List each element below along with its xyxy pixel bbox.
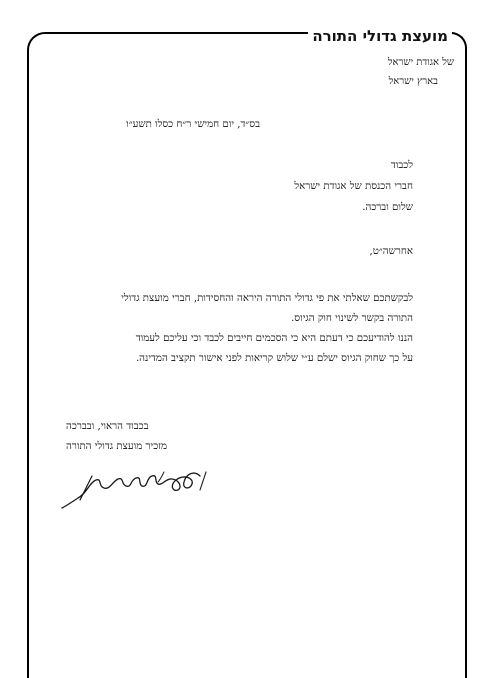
letterhead-line-2: בארץ ישראל xyxy=(388,76,438,87)
handwritten-signature xyxy=(58,462,208,512)
letterhead-title: מועצת גדולי התורה xyxy=(308,27,452,45)
letter-greeting: שלום וברכה. xyxy=(362,202,413,213)
body-line-1: לבקשתכם שאלתי את פי גדולי התורה היראה והחסידות, חברי מועצת גדולי xyxy=(121,293,413,304)
body-line-3: הננו להודיעכם כי דעתם היא כי הסכמים חייבים לכבד וכי עליכם לעמוד xyxy=(135,333,413,344)
letter-salutation: לכבוד xyxy=(390,160,413,171)
letterhead-line-1: של אגודת ישראל xyxy=(387,57,454,68)
signer-title: מזכיר מועצת גדולי התורה xyxy=(66,441,168,452)
letter-recipients: חברי הכנסת של אגודת ישראל xyxy=(294,181,413,192)
letter-opening: אחרשה״ט, xyxy=(369,246,413,257)
letter-closing: בכבוד הראוי, ובברכה xyxy=(66,421,149,432)
body-line-2: התורה בקשר לשינוי חוק הגיוס. xyxy=(291,313,413,324)
letter-date: בס״ד, יום חמישי ר״ח כסלו תשע״ו xyxy=(126,119,260,130)
body-line-4: על כך שחוק הגיוס ישלם ע״י שלוש קריאות לפני אישור תקציב המדינה. xyxy=(135,353,413,364)
